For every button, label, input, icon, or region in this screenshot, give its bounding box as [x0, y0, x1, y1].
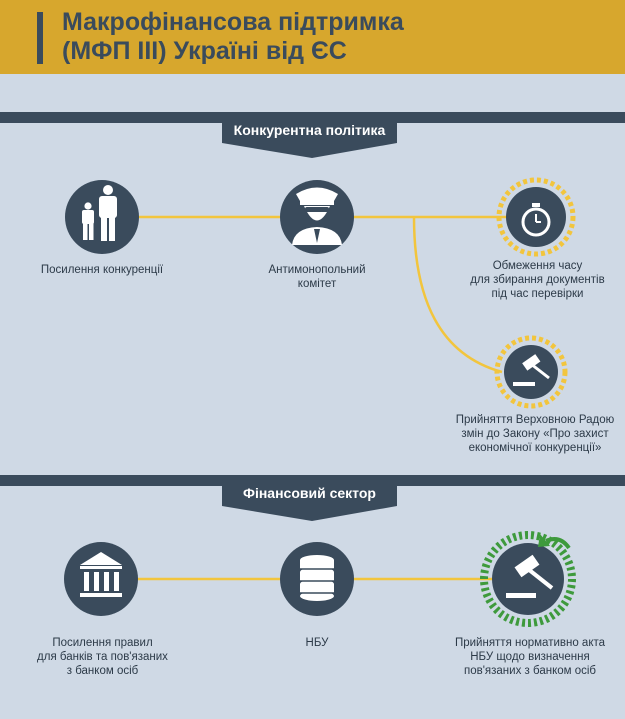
label-nbu: НБУ: [305, 637, 329, 649]
section-title-competition: Конкурентна політика: [233, 122, 386, 138]
section-title-finance: Фінансовий сектор: [243, 485, 376, 501]
page-title-line2: (МФП III) Україні від ЄС: [62, 37, 347, 65]
people-icon: [65, 180, 139, 254]
page-title-line1: Макрофінансова підтримка: [62, 8, 404, 36]
label-nbu-act: Прийняття нормативно акта НБУ щодо визначення пов'язаних з банком осіб: [454, 637, 606, 677]
label-competition-boost: Посилення конкуренції: [40, 264, 164, 276]
coins-icon: [280, 542, 354, 616]
label-antimonopoly: Антимонопольний комітет: [268, 264, 366, 290]
label-law-amendment: Прийняття Верховною Радою змін до Закону «Про захист економічної конкуренції»: [455, 414, 615, 454]
gavel-refresh-icon: [484, 534, 572, 623]
gavel-icon: [497, 338, 565, 406]
label-time-limit: Обмеження часу для збирання документів під час перевірки: [470, 260, 605, 300]
stopwatch-icon: [499, 180, 573, 254]
officer-icon: [280, 180, 354, 254]
bank-icon: [64, 542, 138, 616]
label-bank-rules: Посилення правил для банків та пов'язаних з банком осіб: [37, 637, 168, 677]
